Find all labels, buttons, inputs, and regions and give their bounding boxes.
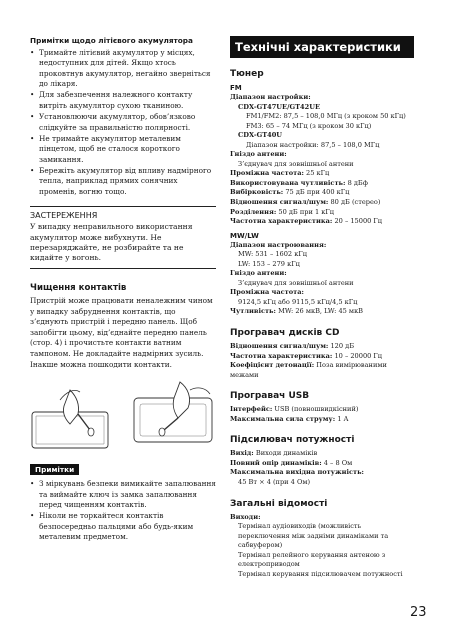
notes-list: [30, 479, 216, 542]
list-item: • Ніколи не торкайтеся контактів безпосередньо пальцями або будь-яким металевим предметом.: [30, 511, 216, 542]
fm-range-label: Діапазон настройки:: [230, 93, 311, 101]
antenna-value: З’єднувач для зовнішньої антени: [238, 159, 354, 168]
if2-label: Проміжна частота:: [230, 288, 304, 297]
list-item: • Тримайте літієвий акумулятор у місцях, недоступних для дітей. Якщо хтось проковтнув акумулятор, негайно зверніться до лікаря.: [30, 48, 216, 89]
tuner-heading: Тюнер: [230, 69, 264, 79]
fm-label: FM: [230, 84, 242, 92]
model-1: CDX-GT47UE/GT42UE: [238, 102, 320, 111]
general-heading: Загальні відомості: [230, 498, 328, 509]
sensitivity-label: Використовувана чутливість:: [230, 178, 346, 187]
amp-output-label: Вихід:: [230, 449, 254, 458]
fm-range-2: Діапазон настройки: 87,5 – 108,0 МГц: [246, 140, 380, 149]
antenna-label: Гніздо антени:: [230, 150, 287, 159]
list-item: • Установлюючи акумулятор, обов’язково слідкуйте за правильністю полярності.: [30, 112, 216, 133]
lw-range: LW: 153 – 279 кГц: [238, 259, 300, 268]
frequency-value: 20 – 15000 Гц: [334, 217, 383, 226]
list-item: • Для забезпечення належного контакту витріть акумулятор сухою тканиною.: [30, 90, 216, 111]
sensitivity-value: 8 дБф: [347, 178, 368, 187]
snr-value: 80 дБ (стерео): [330, 198, 381, 207]
selectivity-label: Вибірковість:: [230, 188, 284, 197]
cd-snr-label: Відношення сигнал/шум:: [230, 342, 329, 351]
warning-title: ЗАСТЕРЕЖЕННЯ: [30, 211, 98, 221]
fm1-range: FM1/FM2: 87,5 – 108,0 МГц (з кроком 50 кГц): [246, 112, 406, 121]
cleaning-illustration: [30, 380, 216, 454]
list-item: • Бережіть акумулятор від впливу надмірного тепла, наприклад прямих сонячних променів, вогню тощо.: [30, 166, 216, 197]
list-item: • З міркувань безпеки вимикайте запалювання та виймайте ключ із замка запалювання перед чищенням контактів.: [30, 479, 216, 510]
cleaning-illustration-drawing: [30, 380, 216, 454]
cd-freq-label: Частотна характеристика:: [230, 351, 333, 360]
cd-wow-value: Поза вимірюваними межами: [230, 361, 387, 379]
warning-box: [30, 206, 216, 269]
left-column: [30, 36, 216, 544]
usb-interface-value: USB (повношвидкісний): [274, 405, 359, 414]
mwlw-label: MW/LW: [230, 231, 259, 240]
general-output-item: Термінал релейного керування антеною з електроприводом: [238, 550, 386, 569]
right-column: [230, 36, 414, 579]
cd-heading: Програвач дисків CD: [230, 328, 340, 339]
mw-range: MW: 531 – 1602 кГц: [238, 250, 307, 259]
mwlw-range-label: Діапазон настроювання:: [230, 240, 327, 249]
usb-heading: Програвач USB: [230, 391, 310, 402]
amp-max-value: 45 Вт × 4 (при 4 Ом): [238, 477, 311, 486]
cleaning-text: Пристрій може працювати неналежним чином у випадку забруднення контактів, що з’єднують пристрій і передню панель. Щоб запобігти цьому, від’єднайте передню панель (стор. 4) і прочистьте контакти ватним тампоном. Не докладайте надмірних зусиль. Інакше можна пошкодити контакти.: [30, 295, 213, 369]
cd-wow-label: Коефіцієнт детонації:: [230, 361, 315, 370]
general-output-item: Термінал аудіовиходів (можливість переключення між задніми динаміками та сабвуфером): [238, 522, 389, 550]
frequency-label: Частотна характеристика:: [230, 217, 333, 226]
antenna2-value: З’єднувач для зовнішньої антени: [238, 278, 354, 287]
fm3-range: FM3: 65 – 74 МГц (з кроком 30 кГц): [246, 121, 372, 130]
usb-current-label: Максимальна сила струму:: [230, 414, 336, 423]
list-item: • Не тримайте акумулятор металевим пінцетом, щоб не сталося короткого замикання.: [30, 134, 216, 165]
amplifier-heading: Підсилювач потужності: [230, 435, 355, 446]
page-number: 23: [410, 605, 427, 620]
antenna2-label: Гніздо антени:: [230, 269, 287, 278]
battery-notes-title: Примітки щодо літієвого акумулятора: [30, 36, 193, 45]
separation-label: Розділення:: [230, 207, 277, 216]
amp-max-label: Максимальна вихідна потужність:: [230, 468, 364, 477]
general-output-item: Термінал керування підсилювачем потужності: [238, 569, 403, 578]
general-outputs-label: Виходи:: [230, 512, 261, 521]
selectivity-value: 75 дБ при 400 кГц: [285, 188, 350, 197]
battery-notes-list: [30, 48, 216, 197]
usb-interface-label: Інтерфейс:: [230, 405, 273, 414]
sensitivity2-label: Чутливість:: [230, 307, 276, 316]
if2-value: 9124,5 кГц або 9115,5 кГц/4,5 кГц: [238, 297, 358, 306]
usb-current-value: 1 A: [337, 414, 349, 423]
if-label: Проміжна частота:: [230, 169, 304, 178]
snr-label: Відношення сигнал/шум:: [230, 198, 329, 207]
cd-freq-value: 10 – 20000 Гц: [334, 351, 383, 360]
amp-impedance-label: Повний опір динаміків:: [230, 458, 322, 467]
cleaning-title: Чищення контактів: [30, 282, 127, 293]
warning-text: У випадку неправильного використання акумулятор може вибухнути. Не перезаряджайте, не розбирайте та не кидайте у вогонь.: [30, 222, 193, 263]
separation-value: 50 дБ при 1 кГц: [278, 207, 335, 216]
if-value: 25 кГц: [306, 169, 330, 178]
model-2: CDX-GT40U: [238, 131, 283, 140]
amp-impedance-value: 4 – 8 Ом: [323, 458, 353, 467]
page-title: Технічні характеристики: [230, 36, 414, 58]
amp-output-value: Виходи динаміків: [255, 449, 318, 458]
sensitivity2-value: MW: 26 мкВ, LW: 45 мкВ: [278, 307, 364, 316]
notes-label: Примітки: [30, 464, 79, 475]
cd-snr-value: 120 дБ: [330, 342, 355, 351]
